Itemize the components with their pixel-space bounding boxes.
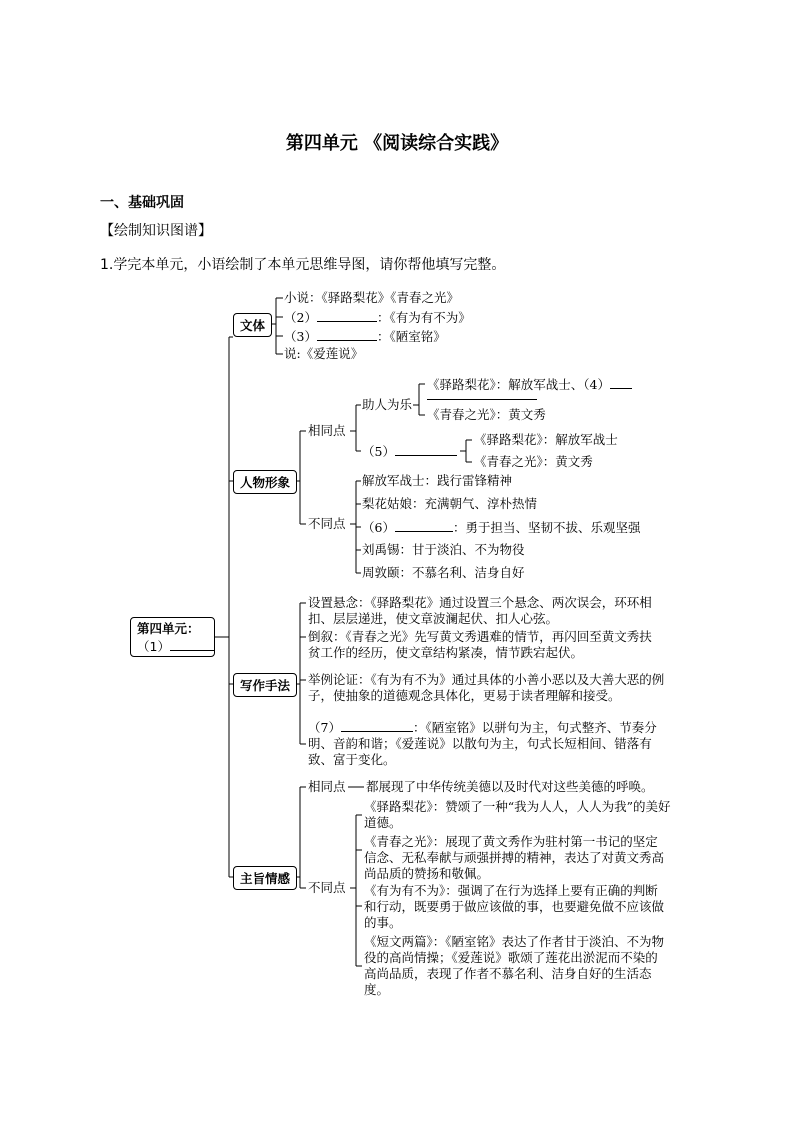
theme-diff-2: 《青春之光》：展现了黄文秀作为驻村第一书记的坚定信念、无私奉献与顽强拼搏的精神，表达了对黄文秀高尚品质的赞扬和敬佩。 xyxy=(364,834,665,881)
theme-node: 主旨情感 xyxy=(233,866,297,890)
char-help: 助人为乐 xyxy=(362,397,413,412)
char-diff-1: 解放军战士：践行雷锋精神 xyxy=(362,473,513,488)
blank-7-label: （7） xyxy=(308,720,341,735)
theme-same-text: 都展现了中华传统美德以及时代对这些美德的呼唤。 xyxy=(366,779,654,794)
genre-novel: 小说：《驿路梨花》《青春之光》 xyxy=(284,290,460,305)
char-same-label: 相同点 xyxy=(308,423,346,438)
characters-node: 人物形象 xyxy=(233,470,297,494)
char-five-a: 《驿路梨花》：解放军战士 xyxy=(474,432,618,447)
writing-example: 举例论证：《有为有不为》通过具体的小善小恶以及大善大恶的例子，使抽象的道德观念具体化，更易于读者理解和接受。 xyxy=(308,672,665,703)
char-help-b: 《青春之光》：黄文秀 xyxy=(427,407,546,422)
theme-same-label: 相同点 xyxy=(308,779,346,794)
theme-diff-label: 不同点 xyxy=(308,880,346,895)
blank-4-line xyxy=(427,399,537,400)
blank-5-label: （5） xyxy=(362,444,395,459)
genre-shuo: 说:《爱莲说》 xyxy=(284,346,364,361)
writing-node: 写作手法 xyxy=(233,673,297,697)
section-heading: 一、基础巩固 xyxy=(100,195,184,211)
blank-6-label: （6） xyxy=(362,520,395,535)
subsection-heading: 【绘制知识图谱】 xyxy=(100,223,212,239)
genre-node: 文体 xyxy=(233,313,272,337)
blank-1-label: （1） xyxy=(137,639,170,654)
root-node xyxy=(130,617,215,657)
char-help-a[interactable] xyxy=(427,376,632,393)
blank-1[interactable] xyxy=(137,637,214,655)
question-text: 1.学完本单元，小语绘制了本单元思维导图，请你帮他填写完整。 xyxy=(100,257,506,273)
char-diff-4: 刘禹锡：甘于淡泊、不为物役 xyxy=(362,542,525,557)
char-diff-2: 梨花姑娘：充满朝气、淳朴热情 xyxy=(362,496,538,511)
char-blank-6[interactable] xyxy=(362,519,640,536)
blank-2-label: （2） xyxy=(284,310,317,325)
writing-blank-7[interactable] xyxy=(308,719,670,768)
genre-essay-2: ：《陋室铭》 xyxy=(376,329,446,344)
theme-diff-4: 《短文两篇》：《陋室铭》表达了作者甘于淡泊、不为物役的高尚情操；《爱莲说》歌颂了莲花出淤泥而不染的高尚品质，表现了作者不慕名利、洁身自好的生活态度。 xyxy=(364,934,665,997)
theme-diff-3: 《有为有不为》：强调了在行为选择上要有正确的判断和行动，既要勇于做应该做的事，也要避免做不应该做的事。 xyxy=(364,883,665,930)
root-label: 第四单元： xyxy=(137,621,200,636)
genre-blank-3[interactable] xyxy=(284,328,446,345)
char-diff-label: 不同点 xyxy=(308,516,346,531)
genre-blank-2[interactable] xyxy=(284,309,471,326)
char-five-b: 《青春之光》：黄文秀 xyxy=(474,454,593,469)
writing-sentence: ：《陋室铭》以骈句为主，句式整齐、节奏分明、音韵和谐；《爱莲说》以散句为主，句式长短相间、错落有致、富于变化。 xyxy=(308,720,657,767)
writing-suspense: 设置悬念：《驿路梨花》通过设置三个悬念、两次误会，环环相扣、层层递进，使文章波澜起伏、扣人心弦。 xyxy=(308,595,652,626)
char-blank-5[interactable] xyxy=(362,443,457,460)
help-a-text: 《驿路梨花》：解放军战士、（4） xyxy=(427,377,610,392)
genre-essay-1: ：《有为有不为》 xyxy=(376,310,471,325)
char-diff-3: ：勇于担当、坚韧不拔、乐观坚强 xyxy=(452,520,641,535)
char-diff-5: 周敦颐：不慕名利、洁身自好 xyxy=(362,565,525,580)
theme-diff-1: 《驿路梨花》：赞颂了一种“我为人人，人人为我”的美好道德。 xyxy=(364,799,671,830)
page-title: 第四单元 《阅读综合实践》 xyxy=(285,133,509,154)
writing-flashback: 倒叙：《青春之光》先写黄文秀遇难的情节，再闪回至黄文秀扶贫工作的经历，使文章结构紧凑，情节跌宕起伏。 xyxy=(308,629,652,660)
blank-3-label: （3） xyxy=(284,329,317,344)
